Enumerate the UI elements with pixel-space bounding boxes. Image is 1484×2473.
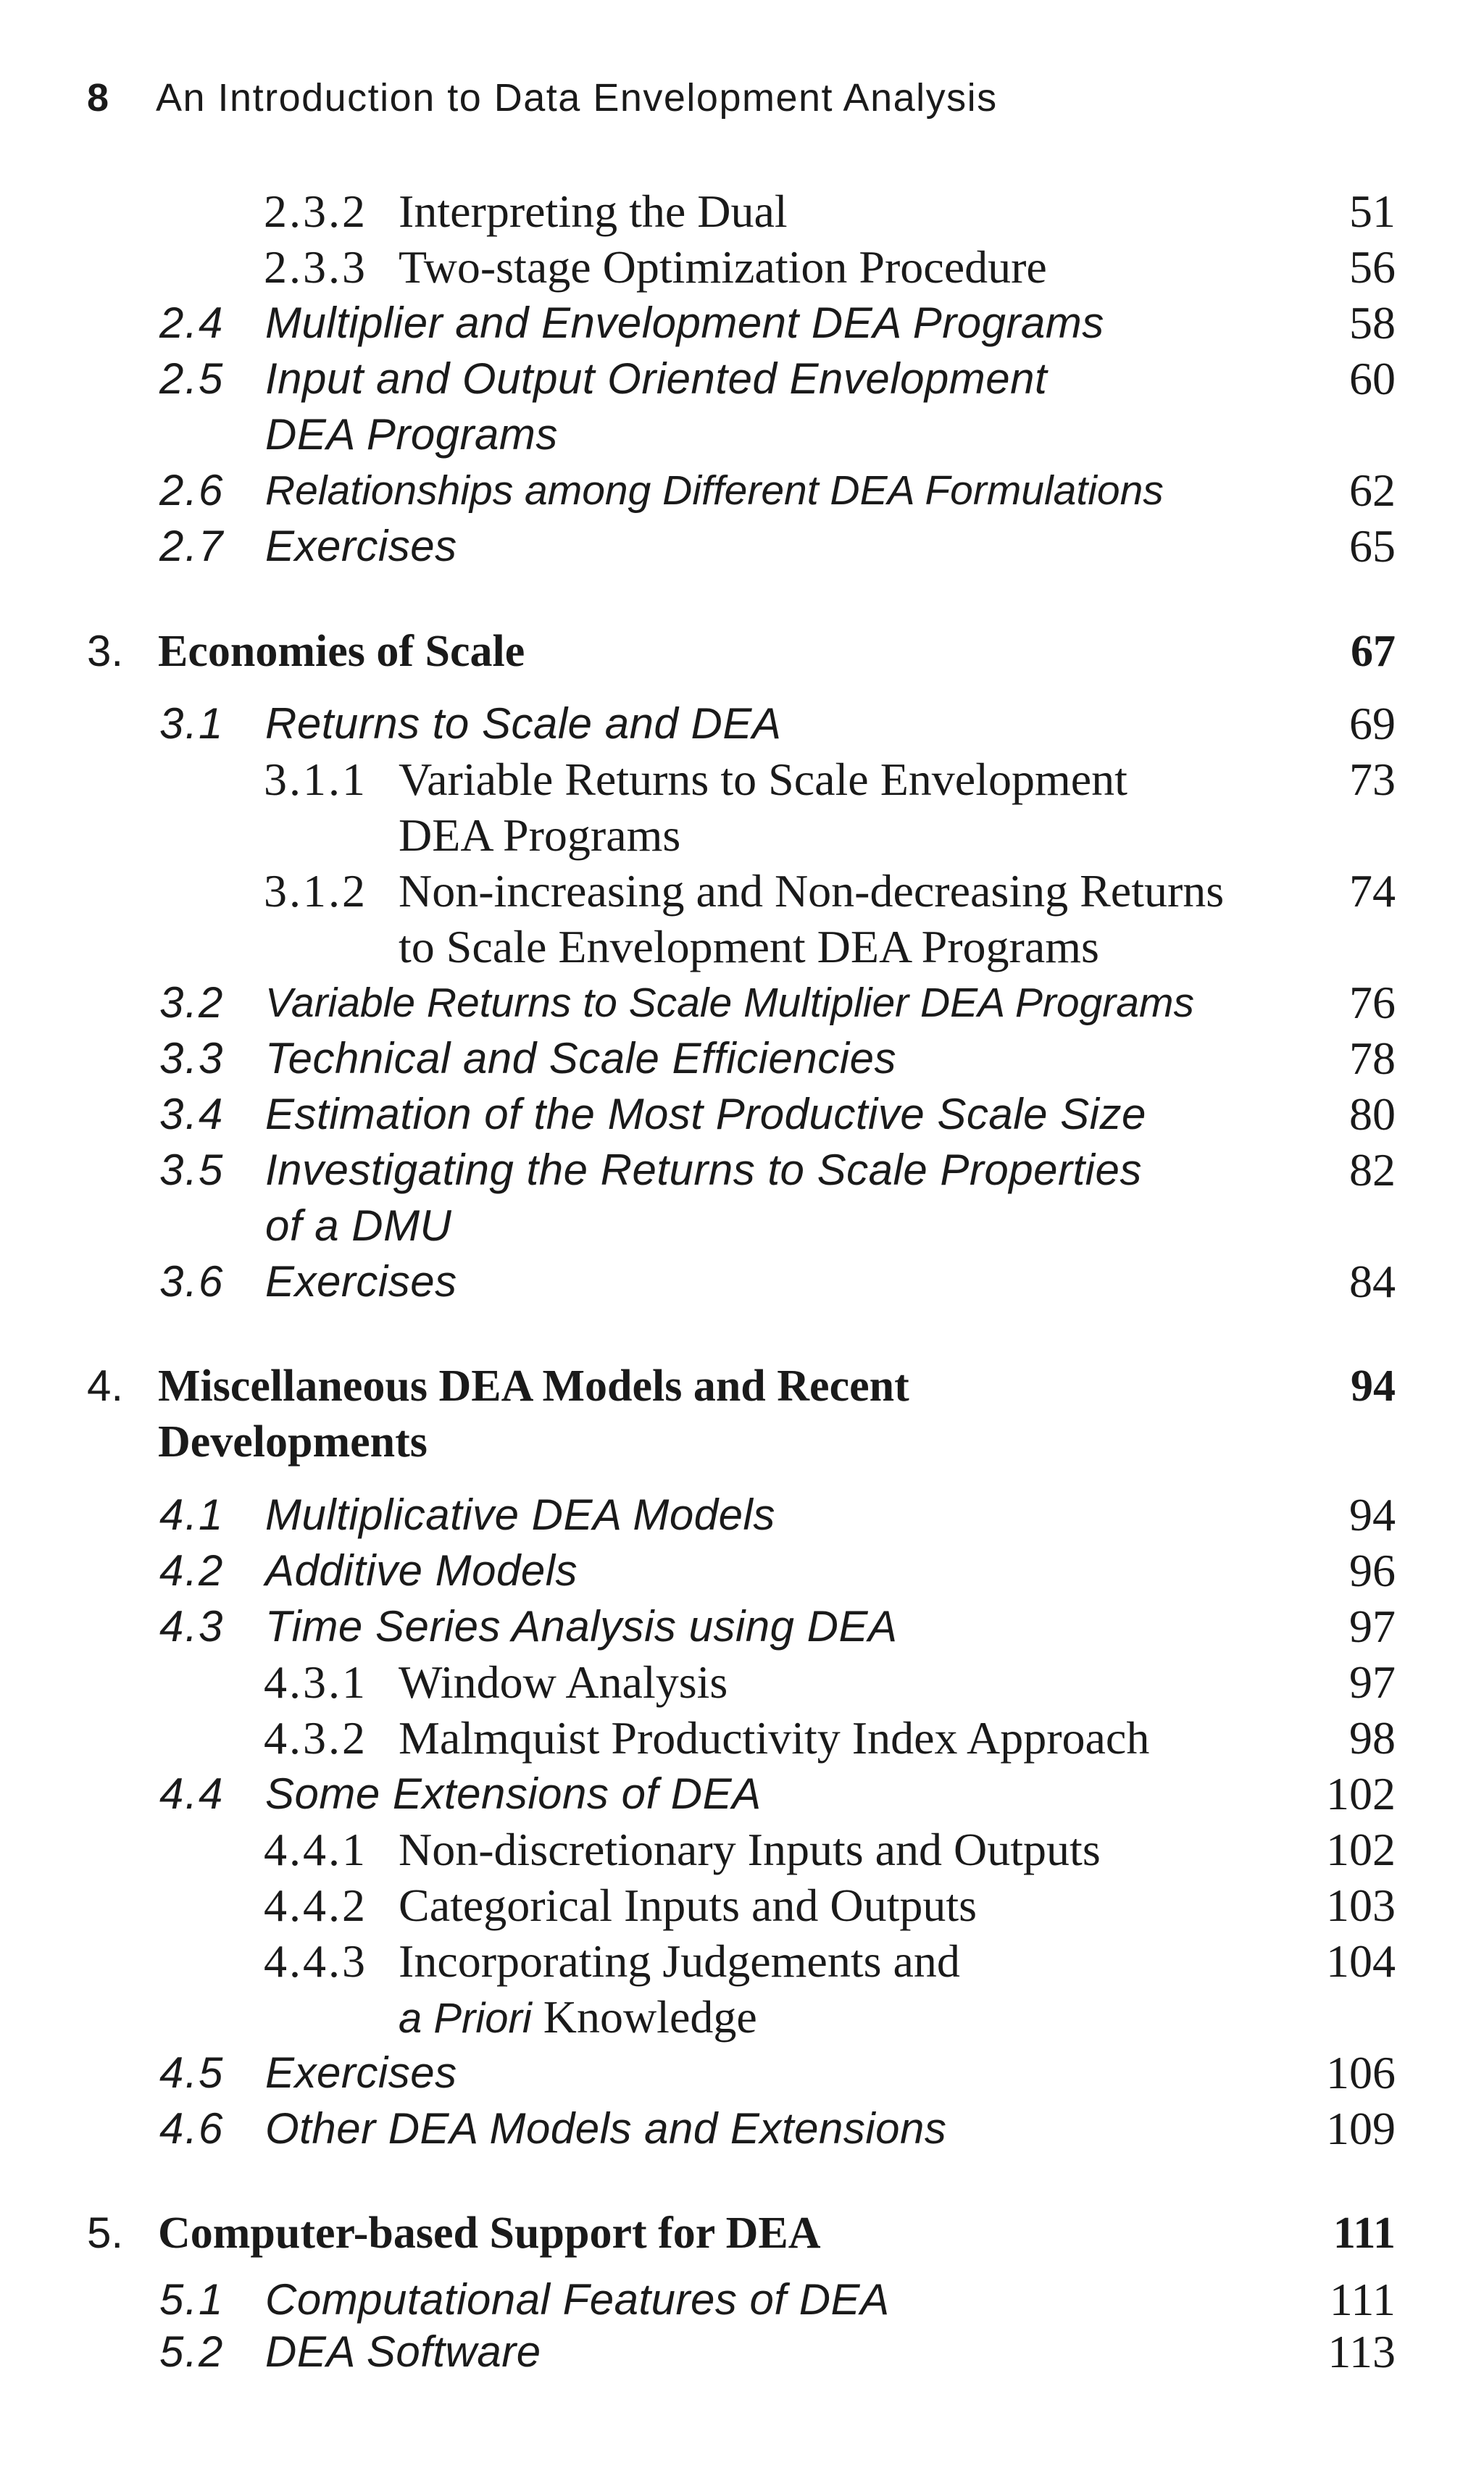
entry-title: Incorporating Judgements and	[399, 1935, 960, 1987]
entry-number: 4.4.1	[264, 1824, 367, 1875]
toc-entry-3-1-1-continuation	[0, 807, 1484, 864]
entry-page: 103	[1326, 1880, 1396, 1931]
entry-page: 94	[1349, 1489, 1396, 1540]
entry-page: 74	[1349, 865, 1396, 917]
toc-entry-4-3-1[interactable]	[0, 1654, 1484, 1711]
entry-number: 4.3	[159, 1602, 225, 1651]
entry-number: 3.5	[159, 1146, 225, 1194]
entry-title: Time Series Analysis using DEA	[265, 1602, 898, 1651]
toc-entry-4-6[interactable]	[0, 2101, 1484, 2157]
chapter-title-continuation: Developments	[158, 1417, 428, 1467]
toc-entry-5-2[interactable]	[0, 2324, 1484, 2380]
entry-title: Non-increasing and Non-decreasing Returns	[399, 865, 1225, 917]
toc-chapter-3[interactable]	[0, 623, 1484, 680]
entry-page: 98	[1349, 1712, 1396, 1764]
toc-chapter-5[interactable]	[0, 2205, 1484, 2261]
entry-number: 3.3	[159, 1034, 225, 1083]
chapter-number: 3.	[87, 627, 124, 675]
toc-entry-2-3-3[interactable]	[0, 239, 1484, 296]
toc-entry-4-4-2[interactable]	[0, 1877, 1484, 1934]
entry-page: 76	[1349, 977, 1396, 1028]
entry-page: 60	[1349, 353, 1396, 404]
entry-number: 5.1	[159, 2275, 225, 2324]
entry-number: 2.5	[159, 354, 225, 403]
entry-number: 4.3.1	[264, 1656, 367, 1708]
toc-chapter-4[interactable]	[0, 1358, 1484, 1414]
chapter-page: 94	[1351, 1361, 1396, 1411]
toc-entry-4-3[interactable]	[0, 1598, 1484, 1655]
chapter-title: Economies of Scale	[158, 627, 525, 676]
chapter-number: 5.	[87, 2209, 124, 2257]
entry-title: Estimation of the Most Productive Scale Size	[265, 1090, 1146, 1138]
toc-entry-2-7[interactable]	[0, 518, 1484, 575]
entry-page: 80	[1349, 1088, 1396, 1140]
toc-entry-3-2[interactable]	[0, 975, 1484, 1031]
entry-page: 69	[1349, 698, 1396, 749]
entry-page: 102	[1326, 1824, 1396, 1875]
entry-title-continuation	[399, 1989, 757, 2045]
entry-title: Technical and Scale Efficiencies	[265, 1034, 896, 1083]
entry-title: Other DEA Models and Extensions	[265, 2104, 947, 2153]
entry-title: Multiplier and Envelopment DEA Programs	[265, 299, 1104, 347]
entry-title: Exercises	[265, 2048, 457, 2097]
chapter-number: 4.	[87, 1361, 124, 1410]
chapter-title: Miscellaneous DEA Models and Recent	[158, 1361, 909, 1411]
entry-title-continuation: of a DMU	[265, 1201, 452, 1250]
entry-title: Exercises	[265, 1257, 457, 1306]
entry-number: 3.1.1	[264, 754, 367, 805]
entry-page: 96	[1349, 1545, 1396, 1596]
entry-number: 4.4.2	[264, 1880, 367, 1931]
toc-entry-3-1-1[interactable]	[0, 751, 1484, 808]
chapter-title: Computer-based Support for DEA	[158, 2209, 821, 2258]
toc-entry-4-4-3-continuation	[0, 1989, 1484, 2045]
entry-title: Multiplicative DEA Models	[265, 1490, 775, 1539]
toc-entry-4-4-1[interactable]	[0, 1822, 1484, 1878]
entry-title: Some Extensions of DEA	[265, 1769, 762, 1818]
entry-number: 5.2	[159, 2327, 225, 2376]
entry-page: 97	[1349, 1601, 1396, 1652]
toc-entry-4-5[interactable]	[0, 2045, 1484, 2101]
entry-title: Two-stage Optimization Procedure	[399, 241, 1047, 293]
toc-entry-4-1[interactable]	[0, 1487, 1484, 1543]
entry-number: 4.6	[159, 2104, 225, 2153]
entry-number: 3.6	[159, 1257, 225, 1306]
entry-page: 65	[1349, 520, 1396, 572]
page-number: 8	[87, 76, 110, 120]
entry-page: 78	[1349, 1033, 1396, 1084]
entry-page: 102	[1326, 1768, 1396, 1819]
toc-entry-2-4[interactable]	[0, 295, 1484, 351]
entry-number: 4.2	[159, 1546, 225, 1595]
toc-entry-4-4[interactable]	[0, 1766, 1484, 1822]
entry-page: 58	[1349, 297, 1396, 349]
entry-title: Exercises	[265, 522, 457, 570]
entry-number: 3.1.2	[264, 865, 367, 917]
entry-number: 3.1	[159, 699, 225, 748]
entry-title: Returns to Scale and DEA	[265, 699, 782, 748]
toc-entry-3-1[interactable]	[0, 696, 1484, 752]
entry-page: 84	[1349, 1256, 1396, 1307]
toc-entry-3-1-2-continuation	[0, 919, 1484, 975]
entry-page: 62	[1349, 464, 1396, 516]
toc-entry-2-5-continuation	[0, 406, 1484, 463]
entry-number: 4.4	[159, 1769, 225, 1818]
entry-title: Malmquist Productivity Index Approach	[399, 1712, 1150, 1764]
entry-title: Computational Features of DEA	[265, 2275, 890, 2324]
entry-title: Variable Returns to Scale Envelopment	[399, 754, 1127, 805]
entry-page: 109	[1326, 2103, 1396, 2154]
entry-page: 97	[1349, 1656, 1396, 1708]
entry-page: 111	[1329, 2274, 1396, 2325]
italic-phrase: a Priori	[399, 1995, 532, 2042]
toc-entry-4-3-2[interactable]	[0, 1710, 1484, 1767]
toc-entry-3-6[interactable]	[0, 1254, 1484, 1310]
toc-entry-3-5[interactable]	[0, 1142, 1484, 1198]
entry-number: 2.7	[159, 522, 225, 570]
entry-title: DEA Software	[265, 2327, 541, 2376]
entry-number: 4.3.2	[264, 1712, 367, 1764]
book-title: An Introduction to Data Envelopment Analysis	[156, 76, 998, 120]
entry-title-rest: Knowledge	[531, 1991, 757, 2043]
toc-chapter-4-continuation	[0, 1414, 1484, 1470]
toc-entry-2-6[interactable]	[0, 462, 1484, 519]
entry-page: 82	[1349, 1144, 1396, 1196]
toc-entry-5-1[interactable]	[0, 2272, 1484, 2328]
entry-number: 4.5	[159, 2048, 225, 2097]
entry-number: 2.3.2	[264, 185, 367, 237]
toc-entry-2-5[interactable]	[0, 351, 1484, 407]
entry-number: 3.4	[159, 1090, 225, 1138]
entry-title: Input and Output Oriented Envelopment	[265, 354, 1048, 403]
entry-number: 3.2	[159, 978, 225, 1027]
entry-title-continuation: DEA Programs	[399, 809, 681, 861]
entry-title: Variable Returns to Scale Multiplier DEA Programs	[265, 980, 1194, 1026]
entry-title: Investigating the Returns to Scale Properties	[265, 1146, 1142, 1194]
entry-page: 51	[1349, 185, 1396, 237]
toc-entry-4-2[interactable]	[0, 1543, 1484, 1599]
entry-number: 4.4.3	[264, 1935, 367, 1987]
entry-number: 2.6	[159, 466, 225, 514]
entry-page: 73	[1349, 754, 1396, 805]
toc-entry-2-3-2[interactable]	[0, 183, 1484, 240]
chapter-page: 111	[1333, 2209, 1396, 2258]
entry-page: 104	[1326, 1935, 1396, 1987]
toc-entry-3-1-2[interactable]	[0, 863, 1484, 919]
entry-number: 2.3.3	[264, 241, 367, 293]
entry-number: 4.1	[159, 1490, 225, 1539]
entry-title: Window Analysis	[399, 1656, 728, 1708]
entry-page: 56	[1349, 241, 1396, 293]
entry-title: Non-discretionary Inputs and Outputs	[399, 1824, 1101, 1875]
running-head	[87, 72, 998, 123]
entry-page: 113	[1327, 2326, 1396, 2377]
toc-entry-4-4-3[interactable]	[0, 1933, 1484, 1990]
entry-page: 106	[1326, 2047, 1396, 2098]
entry-title: Relationships among Different DEA Formulations	[265, 467, 1164, 514]
toc-entry-3-3[interactable]	[0, 1030, 1484, 1087]
entry-title-continuation: DEA Programs	[265, 410, 558, 459]
entry-title: Categorical Inputs and Outputs	[399, 1880, 977, 1931]
entry-title: Interpreting the Dual	[399, 185, 788, 237]
entry-title: Additive Models	[265, 1546, 578, 1595]
entry-number: 2.4	[159, 299, 225, 347]
toc-entry-3-4[interactable]	[0, 1086, 1484, 1143]
chapter-page: 67	[1351, 627, 1396, 676]
toc-entry-3-5-continuation	[0, 1198, 1484, 1254]
entry-title-continuation: to Scale Envelopment DEA Programs	[399, 921, 1099, 972]
